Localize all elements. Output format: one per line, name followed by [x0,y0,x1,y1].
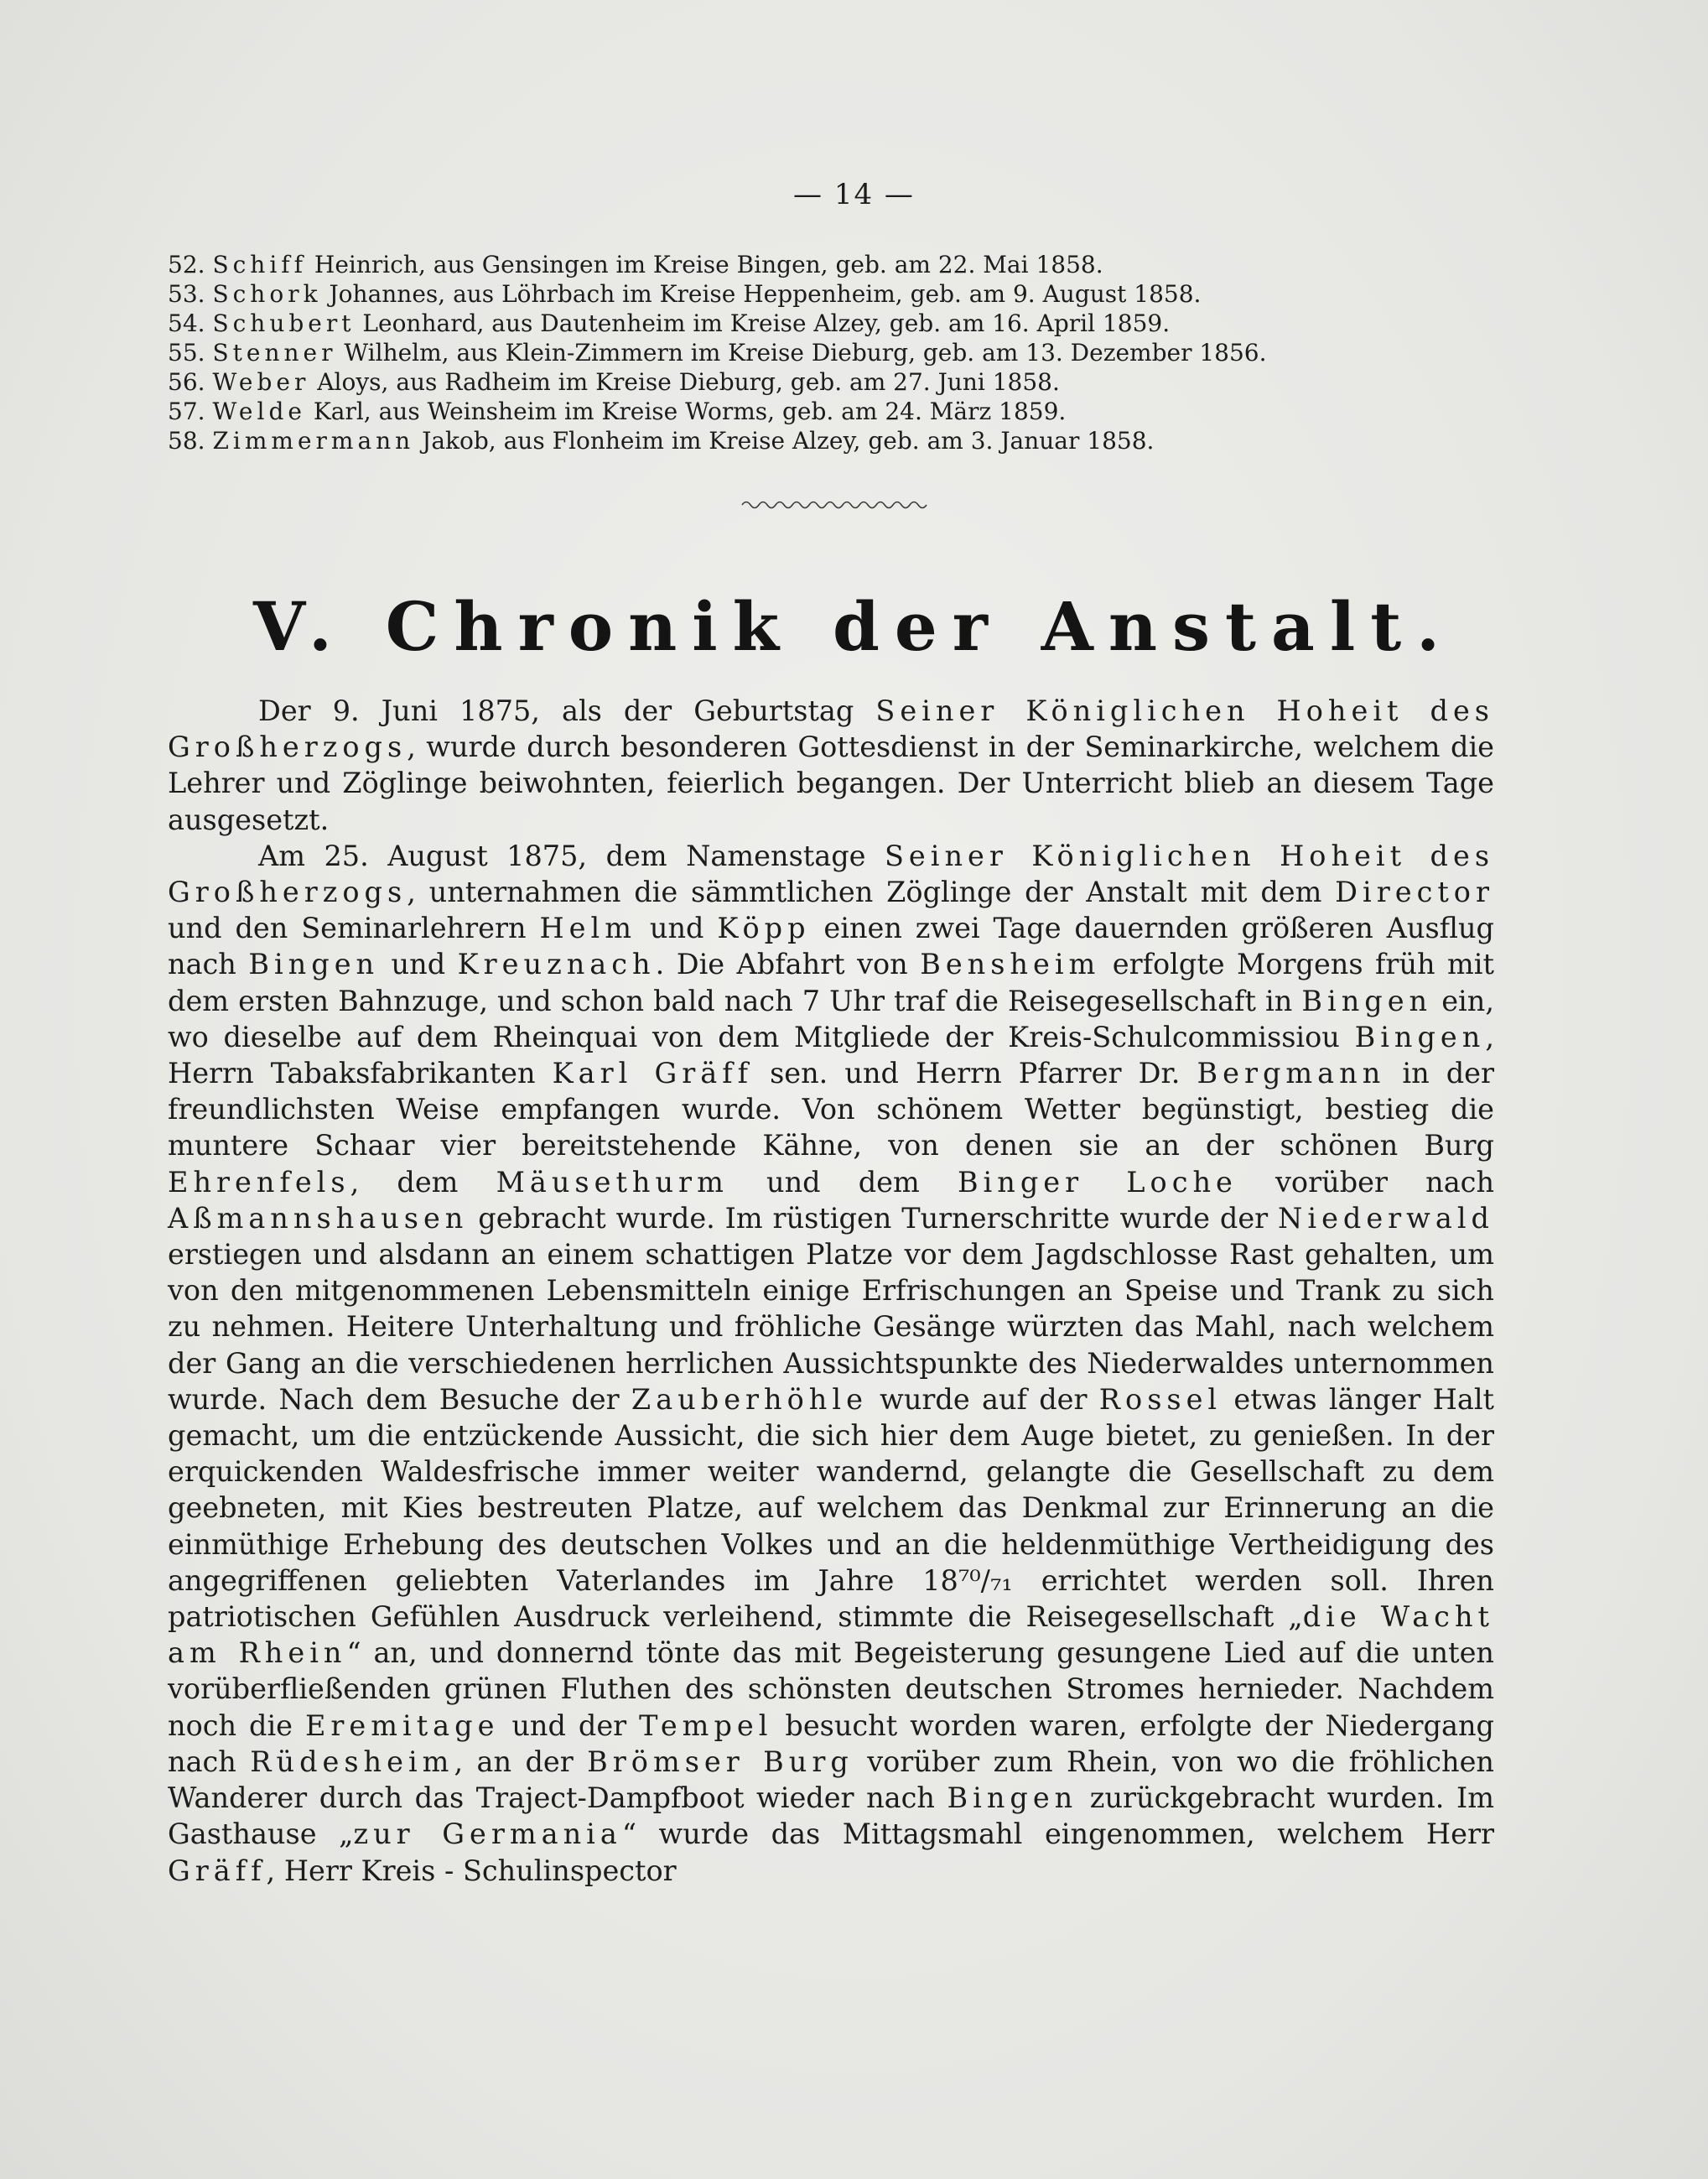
wavy-line-icon [738,495,931,515]
roster-entry: 53. Schork Johannes, aus Löhrbach im Kreise Heppenheim, geb. am 9. August 1858. [168,280,1202,308]
roster-entry: 54. Schubert Leonhard, aus Dautenheim im Kreise Alzey, geb. am 16. April 1859. [168,309,1171,337]
section-heading: V. Chronik der Anstalt. [252,587,1456,666]
roster-entry: 56. Weber Aloys, aus Radheim im Kreise Dieburg, geb. am 27. Juni 1858. [168,368,1060,396]
wavy-divider-ornament [738,495,931,515]
roster-entry: 55. Stenner Wilhelm, aus Klein-Zimmern im Kreise Dieburg, geb. am 13. Dezember 1856. [168,339,1267,367]
roster-entry: 58. Zimmermann Jakob, aus Flonheim im Kreise Alzey, geb. am 3. Januar 1858. [168,427,1155,455]
student-roster [168,250,1560,455]
paragraph-excursion: Am 25. August 1875, dem Namenstage Seiner Königlichen Hoheit des Großherzogs, unternahmen die sämmtlichen Zöglinge der Anstalt mit dem Director und den Seminarlehrern Helm und Köpp einen zwei Tage dauernden größeren Ausflug nach Bingen und Kreuznach. Die Abfahrt von Bensheim erfolgte Morgens früh mit dem ersten Bahnzuge, und schon bald nach 7 Uhr traf die Reisegesellschaft in Bingen ein, wo dieselbe auf dem Rheinquai von dem Mitgliede der Kreis-Schulcommissiou Bingen, Herrn Tabaksfabrikanten Karl Gräff sen. und Herrn Pfarrer Dr. Bergmann in der freundlichsten Weise empfangen wurde. Von schönem Wetter begünstigt, bestieg die muntere Schaar vier bereitstehende Kähne, von denen sie an der schönen Burg Ehrenfels, dem Mäusethurm und dem Binger Loche vorüber nach Aßmannshausen gebracht wurde. Im rüstigen Turnerschritte wurde der Niederwald erstiegen und alsdann an einem schattigen Platze vor dem Jagdschlosse Rast gehalten, um von den mitgenommenen Lebensmitteln einige Erfrischungen an Speise und Trank zu sich zu nehmen. Heitere Unterhaltung und fröhliche Gesänge würzten das Mahl, nach welchem der Gang an die verschiedenen herrlichen Aussichtspunkte des Niederwaldes unternommen wurde. Nach dem Besuche der Zauberhöhle wurde auf der Rossel etwas länger Halt gemacht, um die entzückende Aussicht, die sich hier dem Auge bietet, zu genießen. In der erquickenden Waldesfrische immer weiter wandernd, gelangte die Gesellschaft zu dem geebneten, mit Kies bestreuten Platze, auf welchem das Denkmal zur Erinnerung an die einmüthige Erhebung des deutschen Volkes und an die heldenmüthige Vertheidigung des angegriffenen geliebten Vaterlandes im Jahre 18⁷⁰/₇₁ errichtet werden soll. Ihren patriotischen Gefühlen Ausdruck verleihend, stimmte die Reisegesellschaft „die Wacht am Rhein“ an, und donnernd tönte das mit Begeisterung gesungene Lied auf die unten vorüberfließenden grünen Fluthen des schönsten deutschen Stromes hernieder. Nachdem noch die Eremitage und der Tempel besucht worden waren, erfolgte der Niedergang nach Rüdesheim, an der Brömser Burg vorüber zum Rhein, von wo die fröhlichen Wanderer durch das Traject-Dampfboot wieder nach Bingen zurückgebracht wurden. Im Gasthause „zur Germania“ wurde das Mittagsmahl eingenommen, welchem Herr Gräff, Herr Kreis - Schulinspector [168,839,1495,1887]
page-number: — 14 — [793,178,915,211]
roster-entry: 57. Welde Karl, aus Weinsheim im Kreise Worms, geb. am 24. März 1859. [168,398,1067,425]
paragraph-birthday: Der 9. Juni 1875, als der Geburtstag Seiner Königlichen Hoheit des Großherzogs, wurde durch besonderen Gottesdienst in der Seminarkirche, welchem die Lehrer und Zöglinge beiwohnten, feierlich begangen. Der Unterricht blieb an diesem Tage ausgesetzt. [168,694,1495,836]
roster-entry: 52. Schiff Heinrich, aus Gensingen im Kreise Bingen, geb. am 22. Mai 1858. [168,251,1103,278]
chronicle-text [168,693,1494,1889]
